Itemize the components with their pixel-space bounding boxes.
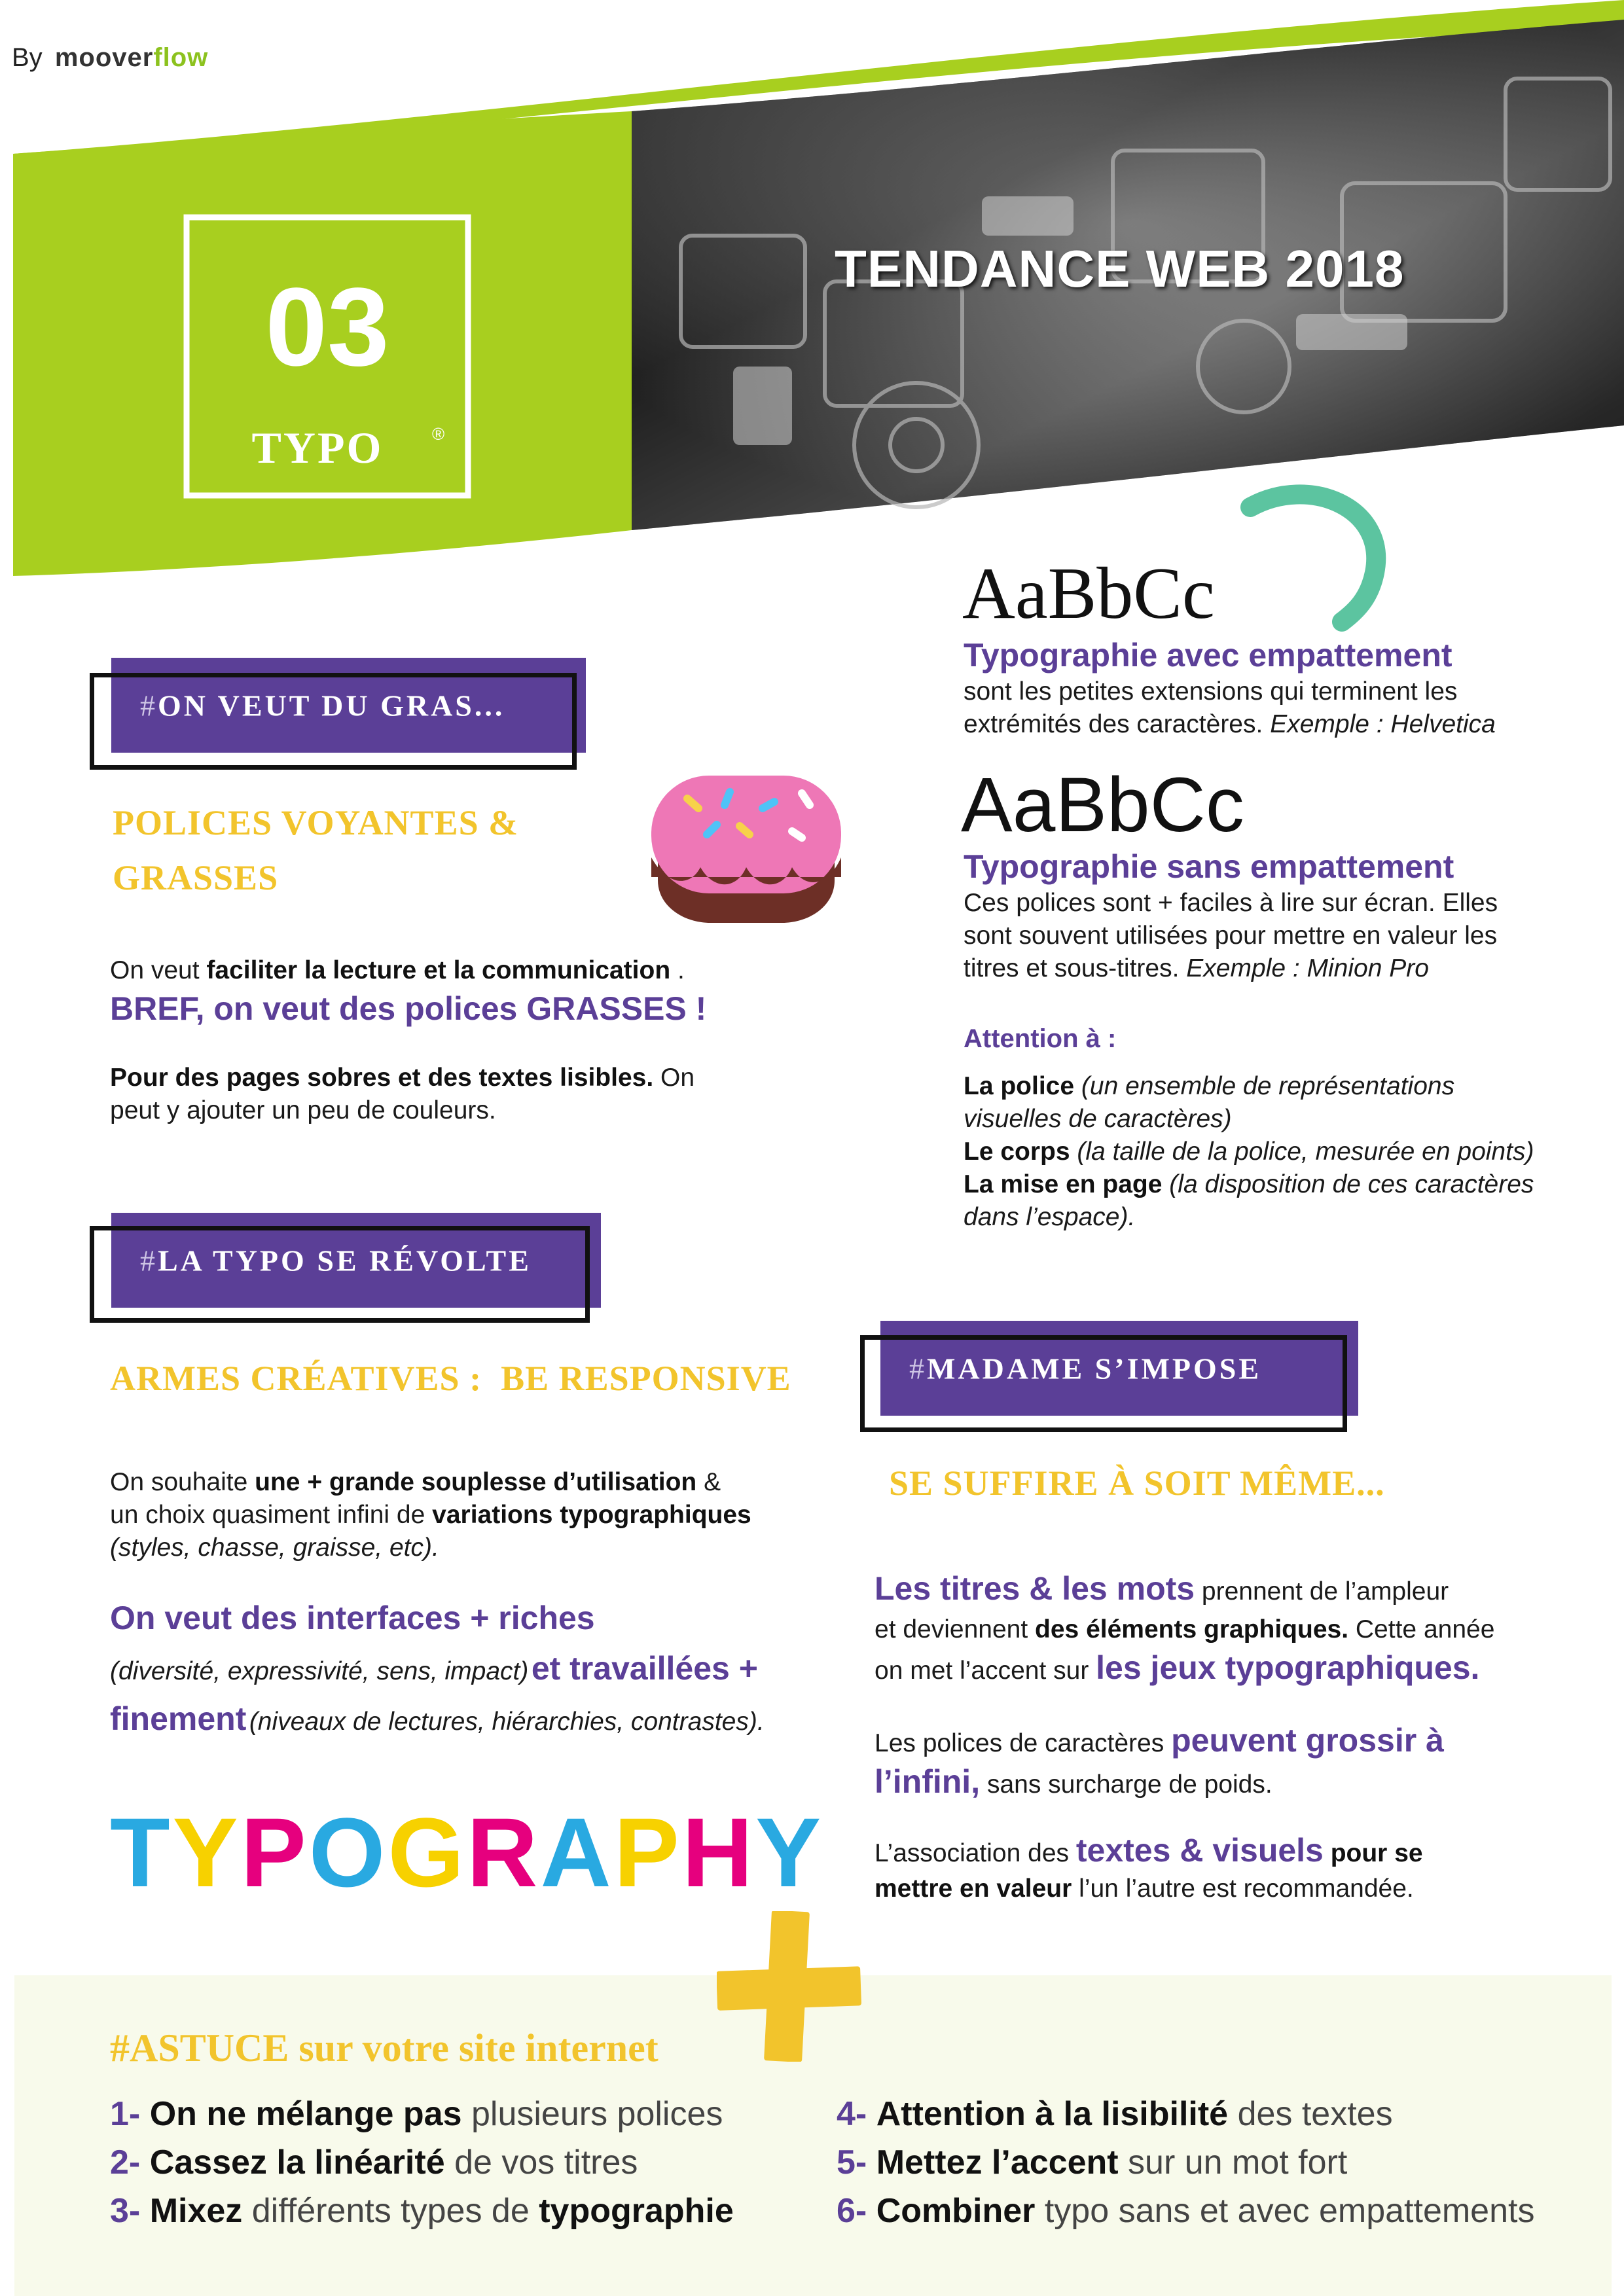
attention-item-1-bold: La police [964,1072,1075,1100]
section3-p1-g: les jeux typographiques. [1096,1649,1480,1686]
typography-letter: R [467,1797,541,1907]
sans-line-3: titres et sous-titres. [964,954,1180,982]
section3-p2-c: l’infini, [875,1763,981,1800]
header-label: TYPO [251,423,384,473]
teal-arc-icon [1231,481,1401,632]
section2-p2-line-1 [110,1597,863,1647]
section3-p1-c: et deviennent [875,1615,1028,1643]
page-title: TENDANCE WEB 2018 [835,240,1405,298]
section2-p2-line-2 [110,1647,863,1698]
section3-p3-e: l’un l’autre est recommandée. [1079,1874,1414,1903]
section3-p2-a: Les polices de caractères [875,1729,1164,1757]
donut-icon [645,772,848,926]
section2-p1-a: On souhaite [110,1468,248,1496]
tip-6 [837,2187,1609,2235]
section1-p1-c: . [677,956,685,984]
section1-bref: BREF, on veut des polices GRASSES ! [110,990,707,1027]
section3-p3-d: mettre en valeur [875,1874,1072,1903]
sans-description [964,887,1592,985]
attention-item-2-text: (la taille de la police, mesurée en points) [1077,1138,1534,1166]
section2-p1-c: & [704,1468,721,1496]
tip-6-number: 6- [837,2192,867,2230]
serif-line-2: extrémités des caractères. [964,710,1263,738]
tip-4-bold: Attention à la lisibilité [876,2095,1229,2133]
typography-letter: Y [755,1797,824,1907]
tip-5-number: 5- [837,2144,867,2181]
tip-3-bold-2: typographie [539,2192,734,2230]
section2-p2-b: (diversité, expressivité, sens, impact) [110,1657,529,1685]
section2-p1-line-3 [110,1532,830,1564]
section2-p2-line-3 [110,1698,863,1748]
section3-p1-f: on met l’accent sur [875,1657,1089,1685]
serif-description [964,675,1592,741]
section3-tag-label: MADAME S’IMPOSE [927,1352,1262,1385]
section1-p2-d: peut y ajouter un peu de couleurs. [110,1096,496,1124]
tip-4-text: des textes [1237,2095,1393,2133]
tips-left [110,2090,830,2235]
section3-p1-b: prennent de l’ampleur [1201,1577,1449,1605]
attention-item-1-text: (un ensemble de représentations [1081,1072,1455,1100]
section1-p2-c: On [660,1064,695,1092]
tip-6-bold: Combiner [876,2192,1036,2230]
plus-icon [717,1911,864,2062]
section1-p1-a: On veut [110,956,200,984]
section2-p1-e: variations typographiques [432,1501,751,1529]
section3-p2-b: peuvent grossir à [1171,1722,1444,1759]
serif-sample: AaBbCc [962,553,1215,634]
typography-letter: O [308,1797,388,1907]
section2-p2-c: et travaillées + [531,1650,758,1687]
tip-2-bold: Cassez la linéarité [149,2144,445,2181]
registered-mark: ® [432,424,445,444]
section1-tag-frame [90,673,577,770]
section2-hash: # [140,1244,158,1277]
serif-example: Exemple : Helvetica [1270,710,1496,738]
attention-item-1-text-2: visuelles de caractères) [964,1105,1232,1133]
section2-p1-line-1 [110,1466,830,1499]
typography-art [110,1797,824,1907]
section3-paragraph-1 [875,1570,1595,1690]
section3-p1-line-2 [875,1611,1595,1649]
typography-letter: T [110,1797,173,1907]
section1-p2-line-1 [110,1062,765,1094]
tip-1 [110,2090,830,2138]
section3-p2-line-2 [875,1763,1595,1804]
tip-6-text: typo sans et avec empattements [1044,2192,1535,2230]
attention-item-1 [964,1070,1592,1103]
sans-line-3-wrap [964,952,1592,985]
attention-item-3-cont [964,1201,1592,1234]
section3-p1-d: des éléments graphiques. [1035,1615,1349,1643]
tip-3-number: 3- [110,2192,141,2230]
attention-item-3 [964,1168,1592,1201]
attention-item-3-bold: La mise en page [964,1170,1163,1198]
brand-name-2: flow [153,43,209,72]
typography-letter: Y [172,1797,241,1907]
section3-p1-line-1 [875,1570,1595,1611]
section2-p2-e: (niveaux de lectures, hiérarchies, contrastes). [249,1708,765,1736]
brand-name-1: moover [54,43,154,72]
tip-1-number: 1- [110,2095,141,2133]
section1-p1-b: faciliter la lecture et la communication [206,956,671,984]
section1-tag-label: ON VEUT DU GRAS... [158,689,505,722]
attention-item-3-text: (la disposition de ces caractères [1169,1170,1534,1198]
section2-p1-d: un choix quasiment infini de [110,1501,425,1529]
sans-line-1: Ces polices sont + faciles à lire sur écran. Elles [964,889,1498,917]
tip-2-text: de vos titres [454,2144,638,2181]
sans-heading: Typographie sans empattement [964,848,1454,885]
section2-paragraph-1 [110,1466,830,1564]
section1-paragraph-1 [110,954,765,987]
section3-paragraph-2 [875,1721,1595,1804]
typography-letter: P [613,1797,682,1907]
header-number: 03 [265,265,389,389]
attention-item-3-text-2: dans l’espace). [964,1203,1136,1231]
section3-p1-a: Les titres & les mots [875,1570,1195,1607]
section3-hash: # [909,1352,927,1385]
section3-p3-a: L’association des [875,1839,1070,1867]
tip-3 [110,2187,830,2235]
section3-tag-frame [860,1335,1347,1432]
section3-p3-line-2 [875,1871,1595,1907]
section2-tag-frame [90,1226,590,1323]
section2-p2-d: finement [110,1700,247,1737]
attention-list [964,1070,1592,1234]
tips-right [837,2090,1609,2235]
section1-subtitle [113,795,518,905]
section3-p3-c: pour se [1330,1839,1423,1867]
section3-subtitle: SE SUFFIRE À SOIT MÊME... [889,1463,1385,1503]
section3-p3-line-1 [875,1833,1595,1871]
section1-hash: # [140,689,158,722]
tip-5-bold: Mettez l’accent [876,2144,1119,2181]
tip-1-bold: On ne mélange pas [149,2095,462,2133]
tip-2-number: 2- [110,2144,141,2181]
serif-heading: Typographie avec empattement [964,637,1453,673]
section3-p1-e: Cette année [1355,1615,1495,1643]
section1-subtitle-line-2: GRASSES [113,858,279,897]
attention-item-1-cont [964,1103,1592,1136]
section2-subtitle: ARMES CRÉATIVES : BE RESPONSIVE [110,1359,791,1398]
section3-p2-line-1 [875,1721,1595,1763]
section2-p1-f: (styles, chasse, graisse, etc). [110,1534,439,1562]
tip-5 [837,2138,1609,2187]
serif-line-2-wrap [964,708,1592,741]
tip-4 [837,2090,1609,2138]
attention-item-2 [964,1136,1592,1168]
section3-p2-d: sans surcharge de poids. [986,1770,1272,1799]
tip-2 [110,2138,830,2187]
section2-tag-label: LA TYPO SE RÉVOLTE [158,1244,532,1277]
tip-3-text: différents types de [251,2192,530,2230]
tips-title: #ASTUCE sur votre site internet [110,2026,659,2070]
section1-subtitle-line-1: POLICES VOYANTES & [113,803,519,842]
section2-p2-a: On veut des interfaces + riches [110,1600,595,1636]
tip-5-text: sur un mot fort [1128,2144,1348,2181]
section2-paragraph-2 [110,1597,863,1748]
attention-item-2-bold: Le corps [964,1138,1070,1166]
brand-by: By [12,43,43,72]
section1-paragraph-2 [110,1062,765,1127]
section2-p1-line-2 [110,1499,830,1532]
tip-4-number: 4- [837,2095,867,2133]
sans-line-2: sont souvent utilisées pour mettre en valeur les [964,922,1498,950]
sans-sample: AaBbCc [961,762,1244,848]
section3-p1-line-3 [875,1649,1595,1690]
sans-example: Exemple : Minion Pro [1186,954,1429,982]
section2-p1-b: une + grande souplesse d’utilisation [255,1468,697,1496]
section3-paragraph-3 [875,1833,1595,1907]
section1-p2-b: Pour des pages sobres et des textes lisibles. [110,1064,654,1092]
typography-letter: G [388,1797,467,1907]
tip-1-text: plusieurs polices [471,2095,723,2133]
typography-letter: P [240,1797,309,1907]
typography-art-letters [110,1797,823,1907]
section3-p3-b: textes & visuels [1075,1832,1324,1869]
typography-letter: H [681,1797,756,1907]
serif-line-1: sont les petites extensions qui terminent les [964,677,1458,706]
tip-3-bold: Mixez [149,2192,243,2230]
attention-title: Attention à : [964,1024,1117,1053]
typography-letter: A [540,1797,614,1907]
